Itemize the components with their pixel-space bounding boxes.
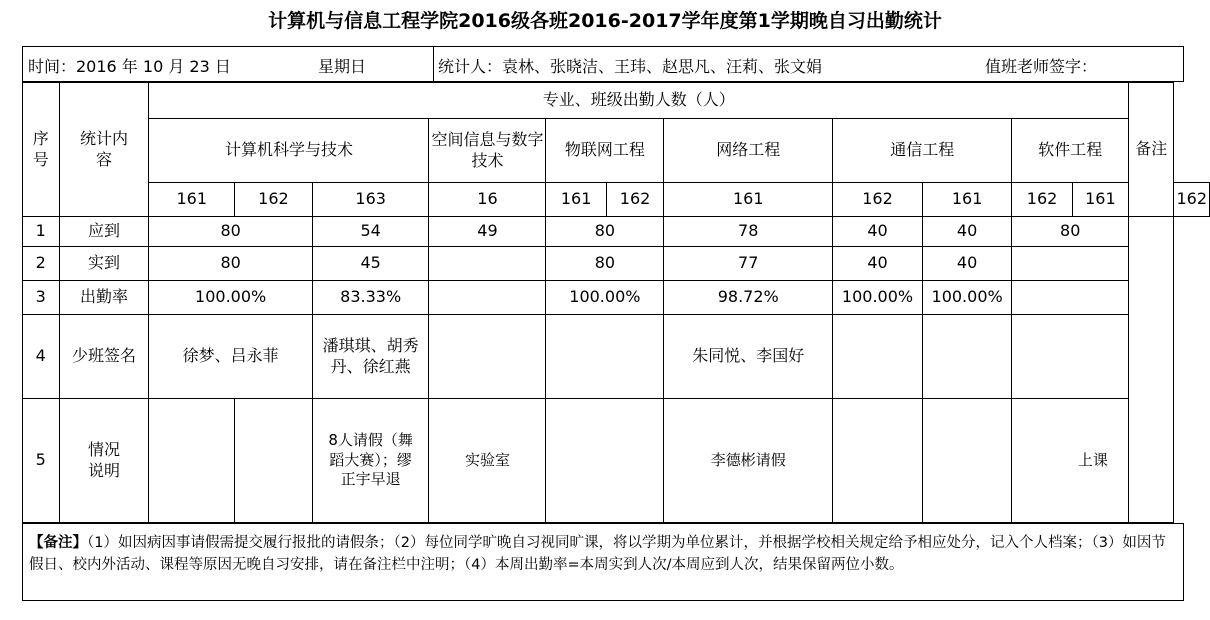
cell: 77 — [664, 247, 833, 281]
cell — [1012, 315, 1129, 399]
cell — [429, 247, 546, 281]
header-group: 专业、班级出勤人数（人） — [149, 83, 1129, 119]
attendance-table — [22, 82, 1210, 523]
cell — [546, 399, 664, 523]
class-cell: 162 — [235, 183, 313, 217]
cell: 100.00% — [149, 281, 312, 315]
cell: 54 — [312, 217, 429, 247]
cell: 80 — [1012, 217, 1129, 247]
weekday-label: 星期日 — [318, 57, 367, 76]
class-cell: 162 — [606, 183, 663, 217]
cell — [235, 399, 313, 523]
cell — [922, 315, 1012, 399]
class-cell: 161 — [546, 183, 606, 217]
class-cell: 161 — [1072, 183, 1128, 217]
major-tel: 通信工程 — [833, 119, 1012, 183]
cell: 98.72% — [664, 281, 833, 315]
cell — [1012, 281, 1129, 315]
row-label: 应到 — [59, 217, 149, 247]
cell — [833, 399, 923, 523]
cell: 40 — [833, 247, 923, 281]
row-label: 少班签名 — [59, 315, 149, 399]
cell: 40 — [922, 217, 1012, 247]
teacher-sign-label: 值班老师签字： — [985, 57, 1098, 76]
row-no: 4 — [23, 315, 60, 399]
class-cell: 163 — [312, 183, 429, 217]
class-cell: 161 — [664, 183, 833, 217]
class-cell: 16 — [429, 183, 546, 217]
cell: 40 — [922, 247, 1012, 281]
cell — [1012, 247, 1129, 281]
info-bar — [22, 46, 1184, 82]
cell — [149, 399, 235, 523]
cell: 上课 — [1012, 399, 1174, 523]
cell: 100.00% — [922, 281, 1012, 315]
cell — [833, 315, 923, 399]
class-cell: 162 — [1012, 183, 1072, 217]
cell: 徐梦、吕永菲 — [149, 315, 312, 399]
cell: 实验室 — [429, 399, 546, 523]
major-cs: 计算机科学与技术 — [149, 119, 429, 183]
major-iot: 物联网工程 — [546, 119, 664, 183]
cell: 45 — [312, 247, 429, 281]
row-no: 5 — [23, 399, 60, 523]
cell: 80 — [149, 247, 312, 281]
row-label: 情况说明 — [59, 399, 149, 523]
class-cell: 161 — [149, 183, 235, 217]
cell: 80 — [149, 217, 312, 247]
cell — [429, 281, 546, 315]
major-space: 空间信息与数字技术 — [429, 119, 546, 183]
cell: 100.00% — [546, 281, 664, 315]
cell — [546, 315, 664, 399]
page-title: 计算机与信息工程学院2016级各班2016-2017学年度第1学期晚自习出勤统计 — [268, 10, 942, 32]
note-text: （1）如因病因事请假需提交履行报批的请假条；（2）每位同学旷晚自习视同旷课，将以学期为单位累计，并根据学校相关规定给予相应处分，记入个人档案；（3）如因节假日、校内外活动、课程等原因无晚自习安排，请在备注栏中注明；（4）本周出勤率=本周实到人次/本周应到人次，结果保留两位小数。 — [29, 535, 1166, 573]
header-seq: 序号 — [23, 83, 60, 217]
class-cell: 162 — [833, 183, 923, 217]
row-no: 2 — [23, 247, 60, 281]
cell: 80 — [546, 247, 664, 281]
cell: 78 — [664, 217, 833, 247]
cell: 49 — [429, 217, 546, 247]
row-no: 3 — [23, 281, 60, 315]
cell: 100.00% — [833, 281, 923, 315]
cell: 8人请假（舞蹈大赛）；缪正宇早退 — [312, 399, 429, 523]
cell: 李德彬请假 — [664, 399, 833, 523]
cell: 朱同悦、李国好 — [664, 315, 833, 399]
major-net: 网络工程 — [664, 119, 833, 183]
class-cell: 162 — [1174, 183, 1210, 217]
header-content: 统计内容 — [59, 83, 149, 217]
row-label: 出勤率 — [59, 281, 149, 315]
remarks-note — [22, 523, 1184, 601]
header-remark: 备注 — [1129, 83, 1174, 217]
row-no: 1 — [23, 217, 60, 247]
cell — [922, 399, 1012, 523]
row-label: 实到 — [59, 247, 149, 281]
cell: 80 — [546, 217, 664, 247]
note-prefix: 【备注】 — [29, 535, 87, 551]
major-soft: 软件工程 — [1012, 119, 1129, 183]
cell: 83.33% — [312, 281, 429, 315]
class-cell: 161 — [922, 183, 1012, 217]
stat-by-label: 统计人：袁林、张晓洁、王玮、赵思凡、汪莉、张文娟 — [438, 57, 823, 76]
date-label: 时间：2016 年 10 月 23 日 — [28, 57, 231, 76]
divider — [433, 47, 434, 81]
cell: 40 — [833, 217, 923, 247]
cell — [429, 315, 546, 399]
cell: 潘琪琪、胡秀丹、徐红燕 — [312, 315, 429, 399]
